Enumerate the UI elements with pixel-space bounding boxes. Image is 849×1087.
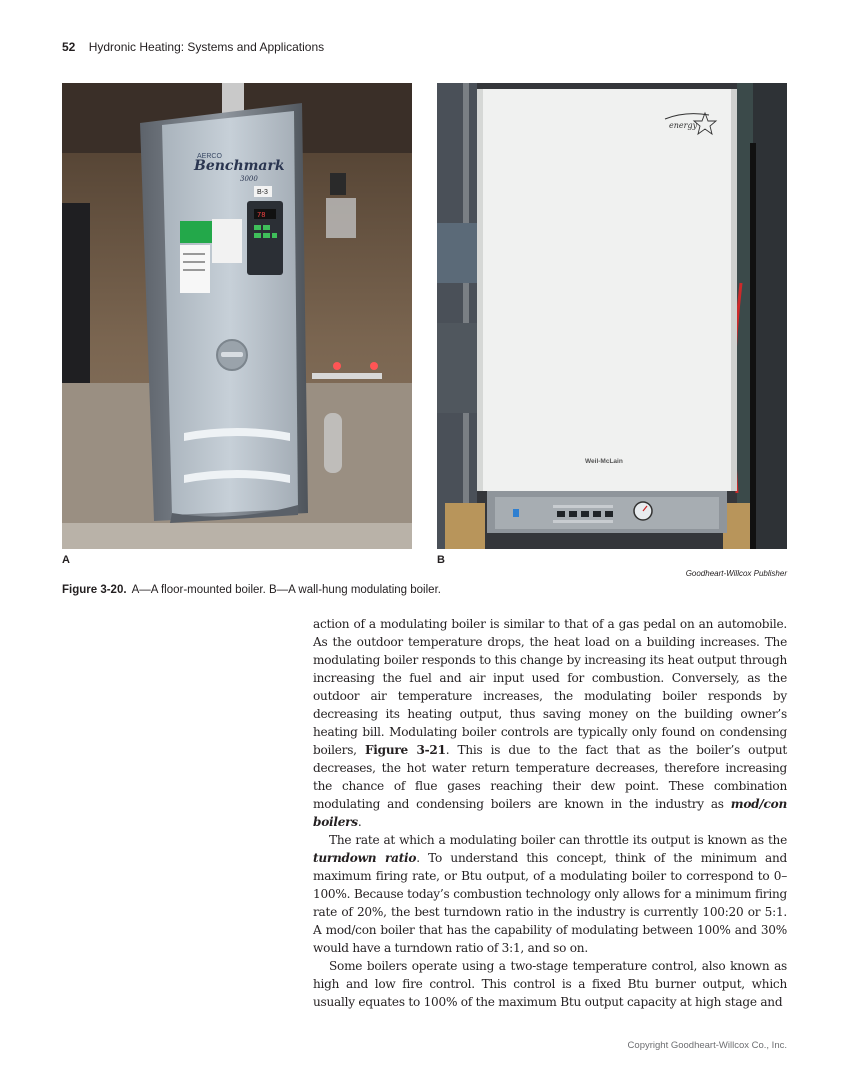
svg-text:78: 78 [257,212,266,220]
boiler-model: 3000 [240,175,258,183]
figure-caption-text: A—A floor-mounted boiler. B—A wall-hung modulating boiler. [131,584,441,596]
paragraph-2-text-b: . To understand this concept, think of the minimum and maximum firing rate, or Btu output, of a modulating boiler to correspond to 0–100%. Because today’s combustion technology only allows for a minimum firing rate of 20%, the best turndown ratio in the industry is currently 100:20 or 5:1. A mod/con boiler that has the capability of modulating between 100% and 30% would have a turndown ratio of 3:1, and so on. [313,851,788,955]
key-term-mod-con: mod/con boilers [313,797,787,829]
floor-boiler-illustration [62,83,412,549]
boiler-tag: B-3 [257,189,268,196]
paragraph-2 [313,831,787,957]
paragraph-1 [313,615,787,831]
paragraph-3: Some boilers operate using a two-stage temperature control, also known as high and low fire control. This control is a fixed Btu burner output, which usually equates to 100% of the maximum Btu output capacity at high stage and [313,959,787,1009]
page-number: 52 [62,40,76,54]
boiler-brand: Benchmark [194,158,285,174]
boiler-brand-small: AERCO [197,153,222,160]
copyright-footer: Copyright Goodheart-Willcox Co., Inc. [627,1040,787,1051]
figure-reference-link[interactable]: Figure 3-21 [364,743,446,757]
book-title: Hydronic Heating: Systems and Applications [88,40,325,54]
panel-letter-a: A [62,554,70,566]
paragraph-1-text-c: . [357,815,362,829]
key-term-turndown-ratio: turndown ratio [313,851,417,865]
photo-floor-mounted-boiler [62,83,412,549]
paragraph-1-text-b: . This is due to the fact that as the boiler’s output decreases, the hot water return temperature decreases, therefore increasing the chance of flue gases reaching their dew point. These combination modulating and condensing boilers are known in the industry as [313,743,787,811]
figure-label: Figure 3-20. [62,584,127,596]
running-head [62,40,324,54]
paragraph-2-text-a: The rate at which a modulating boiler can throttle its output is known as the [329,833,787,847]
figure-caption [62,584,441,596]
energy-logo-text: energy [669,121,698,130]
wall-boiler-illustration [437,83,787,549]
photo-credit: Goodheart-Willcox Publisher [685,569,787,578]
body-text [313,615,787,1011]
panel-letter-b: B [437,554,445,566]
paragraph-1-text-a: action of a modulating boiler is similar to that of a gas pedal on an automobile. As the outdoor temperature drops, the heat load on a building increases. The modulating boiler responds to this change by increasing its heat output through increasing the fuel and air input used for combustion. Conversely, as the outdoor air temperature increases, the modulating boiler responds by decreasing its heating output, thus saving money on the building owner’s heating bill. Modulating boiler controls are typically only found on condensing boilers, [313,617,787,757]
photo-wall-hung-boiler [437,83,787,549]
wall-boiler-brand: Weil-McLain [585,458,623,465]
